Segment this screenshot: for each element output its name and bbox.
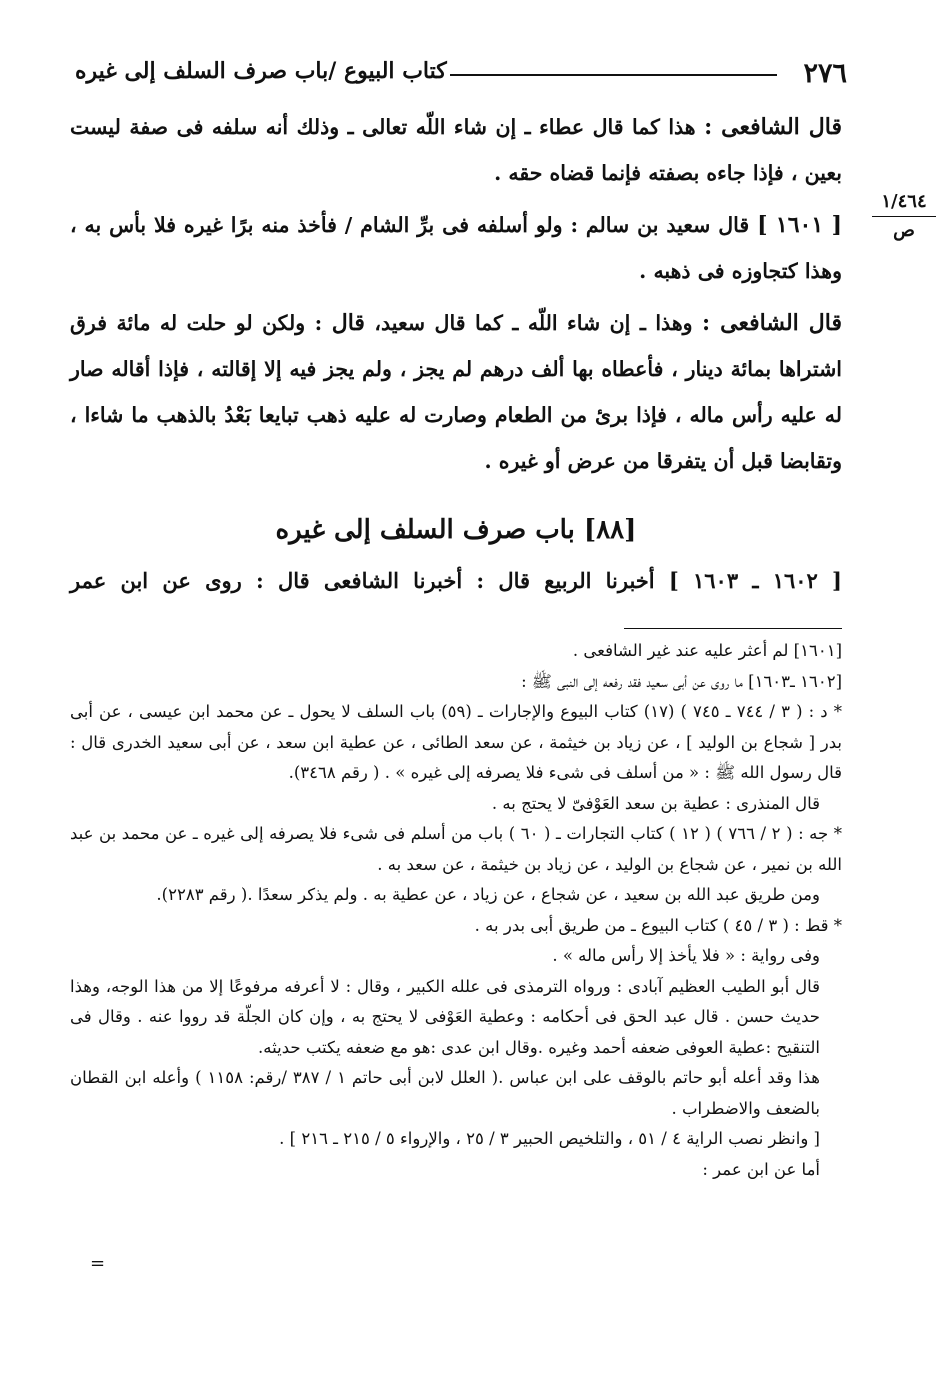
margin-ref-divider bbox=[872, 216, 936, 217]
paragraph-3-text-b: : ولكن لو حلت له مائة فرق اشتراها بمائة دينار ، فأعطاه بها ألف درهم لم يجز ، ولم يجز فيه إلا إقالته ، فإذا أقاله صار له عليه رأس ماله ، فإذا برئ من الطعام وصارت له عليه ذهب تبايعا بَعْدُ بالذهب ما شاءا ، وتقابضا قبل أن يتفرقا من عرض أو غيره . bbox=[70, 311, 842, 473]
margin-ref-bottom: ص bbox=[893, 220, 915, 241]
footnote-item: قال أبو الطيب العظيم آبادى : ورواه الترمذى فى علله الكبير ، وقال : لا أعرفه مرفوعًا إلا من هذا الوجه، وهذا حديث حسن . قال عبد الحق فى أحكامه : وعطية العَوْفى لا يحتج به ، وإن كان الجلّة قد رووا عنه . وقال فى التنقيح :عطية العوفى ضعفه أحمد وغيره .وقال ابن عدى :هو مع ضعفه يكتب حديثه. bbox=[70, 976, 820, 1057]
paragraph-3-text-a: وهذا ـ إن شاء اللّه ـ كما قال سعيد، bbox=[364, 311, 703, 335]
footnote-item: ومن طريق عبد الله بن سعيد ، عن شجاع ، عن زياد ، عن عطية به . ولم يذكر سعدًا .( رقم ٢٢٨٣). bbox=[156, 885, 820, 904]
footnote-item: [ وانظر نصب الراية ٤ / ٥١ ، والتلخيص الحبير ٣ / ٢٥ ، والإرواء ٥ / ٢١٥ ـ ٢١٦ ] . bbox=[279, 1129, 820, 1148]
page-number: ٢٧٦ bbox=[803, 58, 847, 89]
chapter-heading: [٨٨] باب صرف السلف إلى غيره bbox=[275, 515, 637, 545]
footnote-item: [١٦٠١] لم أعثر عليه عند غير الشافعى . bbox=[572, 641, 842, 660]
paragraph-3 bbox=[70, 300, 842, 484]
footnote-item: * جه : ( ٢ / ٧٦٦ ) ( ١٢ ) كتاب التجارات ـ ( ٦٠ ) باب من أسلم فى شىء فلا يصرفه إلى غيره ـ عن محمد بن عبد الله بن نمير ، عن شجاع بن الوليد ، عن زياد بن خيثمة ، عن سعد به . bbox=[70, 824, 843, 874]
footnote-item: [١٦٠٢ ـ١٦٠٣] ما روى عن أبى سعيد فقد رفعه إلى النبى ﷺ : bbox=[521, 671, 842, 691]
footnote-item: وفى رواية : « فلا يأخذ إلا رأس ماله » . bbox=[552, 946, 820, 965]
footnote-item: * د : ( ٣ / ٧٤٤ ـ ٧٤٥ ) (١٧) كتاب البيوع والإجارات ـ (٥٩) باب السلف لا يحول ـ عن محمد ابن عيسى ، عن أبى بدر [ شجاع بن الوليد ] ، عن زياد بن خيثمة ، عن سعد الطائى ، عن عطية ابن سعد ، عن أبى سعيد الخدرى قال : قال رسول الله ﷺ : « من أسلف فى شىء فلا يصرفه إلى غيره » . ( رقم ٣٤٦٨). bbox=[70, 702, 842, 782]
paragraph-2-text: قال سعيد بن سالم : ولو أسلفه فى برِّ الشام / فأخذ منه برًا غيره فلا بأس به ، وهذا كتجاوزه فى ذهبه . bbox=[70, 213, 842, 283]
isnad-line: [ ١٦٠٢ ـ ١٦٠٣ ] أخبرنا الربيع قال : أخبرنا الشافعى قال : روى عن ابن عمر bbox=[70, 568, 842, 593]
main-text bbox=[70, 104, 842, 490]
speaker-label: قال الشافعى : bbox=[704, 114, 842, 140]
footnotes bbox=[70, 636, 842, 1185]
paragraph-1-text: هذا كما قال عطاء ـ إن شاء اللّه تعالى ـ وذلك أنه سلفه فى صفة ليست بعين ، فإذا جاءه بصفته فإنما قضاه حقه . bbox=[70, 115, 842, 185]
header-rule bbox=[450, 74, 777, 76]
page-header bbox=[75, 58, 847, 92]
footnote-item: * قط : ( ٣ / ٤٥ ) كتاب البيوع ـ من طريق أبى بدر به . bbox=[474, 915, 842, 935]
paragraph-1 bbox=[70, 104, 842, 196]
footnote-item: قال المنذرى : عطية بن سعد العَوْفىّ لا يحتج به . bbox=[491, 793, 820, 813]
speaker-label: قال الشافعى : bbox=[702, 310, 843, 336]
margin-ref-top: ١/٤٦٤ bbox=[881, 191, 927, 212]
speaker-label: قال bbox=[331, 310, 365, 336]
footnote-item: أما عن ابن عمر : bbox=[702, 1159, 820, 1179]
continuation-mark: = bbox=[90, 1253, 106, 1274]
footnote-rule bbox=[624, 628, 842, 629]
margin-reference bbox=[864, 190, 944, 243]
footnote-item: هذا وقد أعله أبو حاتم بالوقف على ابن عباس .( العلل لابن أبى حاتم ١ / ٣٨٧ /رقم: ١١٥٨ ) وأعله ابن القطان بالضعف والاضطراب . bbox=[70, 1068, 820, 1118]
hadith-number: [ ١٦٠١ ] bbox=[757, 212, 842, 238]
running-title: كتاب البيوع /باب صرف السلف إلى غيره bbox=[75, 58, 447, 84]
paragraph-2 bbox=[70, 202, 842, 294]
